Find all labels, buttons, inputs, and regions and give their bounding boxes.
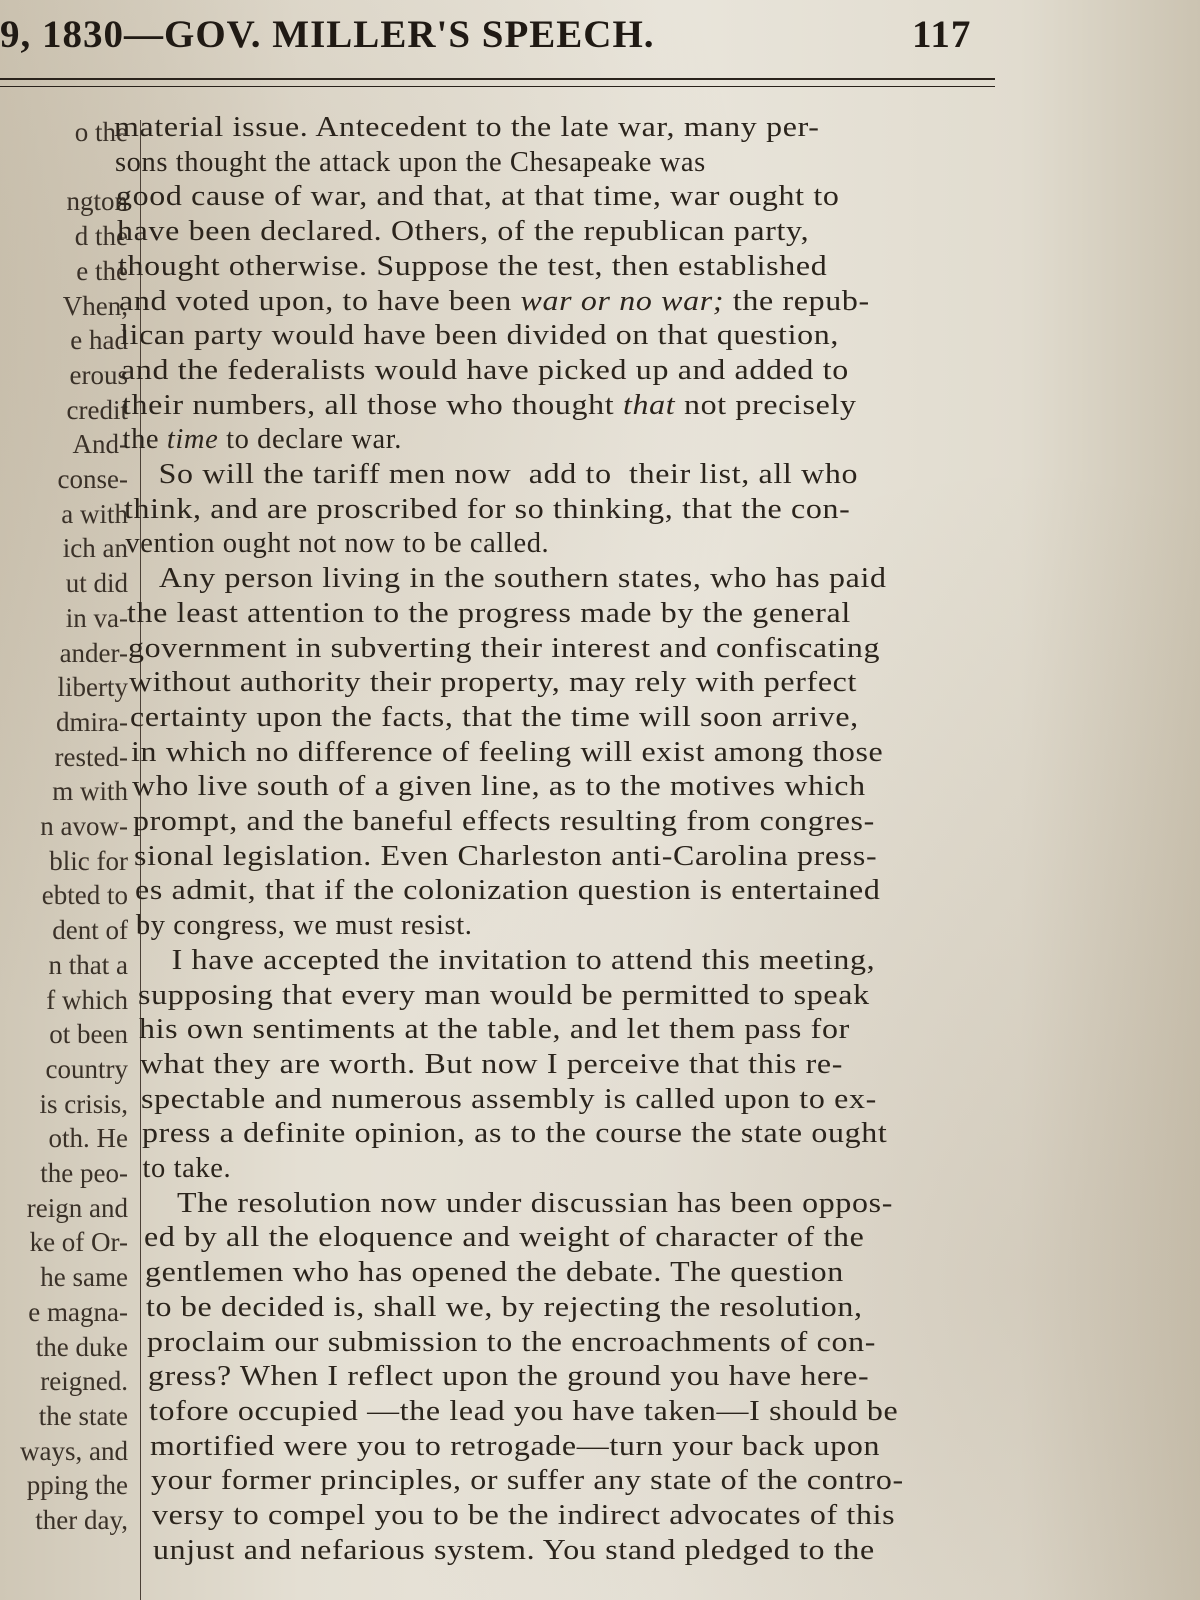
text-line <box>119 286 870 318</box>
text-line: have been declared. Others, of the republican party, <box>116 216 810 248</box>
left-column-line: o the <box>74 117 128 147</box>
text-line: spectable and numerous assembly is called upon to ex- <box>140 1083 877 1115</box>
left-column-line: blic for <box>49 845 128 876</box>
left-column-line: pping the <box>26 1470 128 1501</box>
text-line: in which no difference of feeling will exist among those <box>131 736 884 768</box>
text-line: sional legislation. Even Charleston anti-Carolina press- <box>133 840 878 872</box>
italic-text: time <box>166 424 219 456</box>
header-rule-thick <box>0 78 995 80</box>
text-line: your former principles, or suffer any state of the contro- <box>151 1465 904 1497</box>
left-column-line: country <box>45 1053 128 1084</box>
text-line: vention ought not now to be called. <box>125 528 550 560</box>
text-line: versy to compel you to be the indirect advocates of this <box>152 1500 896 1531</box>
text-run: their numbers, all those who thought <box>121 389 623 421</box>
text-line: I have accepted the invitation to attend this meeting, <box>136 944 876 976</box>
text-line: The resolution now under discussian has been oppos- <box>143 1187 894 1219</box>
left-column-line: n avow- <box>40 811 128 841</box>
left-column-line: ut did <box>65 568 128 599</box>
text-line: by congress, we must resist. <box>135 910 473 942</box>
text-line: think, and are proscribed for so thinking, that the con- <box>124 493 851 525</box>
left-column-line: ways, and <box>20 1435 128 1466</box>
text-line: press a definite opinion, as to the course the state ought <box>141 1118 888 1150</box>
text-line: sons thought the attack upon the Chesapeake was <box>114 146 706 178</box>
text-line: certainty upon the facts, that the time will soon arrive, <box>130 701 859 733</box>
text-line: lican party would have been divided on that question, <box>119 320 839 352</box>
text-line: what they are worth. But now I perceive that this re- <box>139 1048 843 1080</box>
text-line: the least attention to the progress made by the general <box>127 597 852 629</box>
text-run: to declare war. <box>218 424 403 456</box>
left-column-line: ander- <box>59 637 128 668</box>
left-column-line: And- <box>72 429 128 460</box>
text-line: unjust and nefarious system. You stand pledged to the <box>152 1534 875 1566</box>
left-column-line: the duke <box>35 1331 128 1362</box>
left-column-line: the state <box>38 1400 128 1431</box>
text-run: the <box>122 424 167 456</box>
text-line: So will the tariff men now add to their list, all who <box>123 459 858 490</box>
text-line: to be decided is, shall we, by rejecting the resolution, <box>146 1291 863 1323</box>
text-line: and the federalists would have picked up and added to <box>120 354 849 386</box>
left-column-line: rested- <box>54 741 128 772</box>
left-column-line: the peo- <box>40 1158 128 1188</box>
text-run: the repub- <box>723 285 870 317</box>
text-line: es admit, that if the colonization question is entertained <box>134 875 881 907</box>
text-line: supposing that every man would be permitted to speak <box>137 979 870 1011</box>
left-column-line: Vhen, <box>62 290 128 321</box>
left-column-line: f which <box>46 984 128 1015</box>
text-run: not precisely <box>674 389 857 421</box>
text-line: good cause of war, and that, at that time, war ought to <box>115 181 840 213</box>
left-column-line: ther day, <box>35 1505 128 1535</box>
left-column-line: d the <box>74 221 128 252</box>
left-column-line: ke of Or- <box>29 1227 128 1258</box>
left-column-line: liberty <box>57 672 128 703</box>
left-column-line: oth. He <box>48 1123 128 1154</box>
text-line: Any person living in the southern states, who has paid <box>126 563 887 595</box>
left-column-line: e the <box>76 255 128 286</box>
left-column-line: credit <box>66 394 128 425</box>
left-column-line: ebted to <box>41 880 128 911</box>
left-column-line: reigned. <box>40 1366 128 1397</box>
text-line: material issue. Antecedent to the late war, many per- <box>114 112 820 143</box>
text-line: his own sentiments at the table, and let them pass for <box>138 1014 850 1046</box>
text-line: who live south of a given line, as to the motives which <box>132 771 866 803</box>
page-number: 117 <box>912 13 972 56</box>
left-column-line: dent of <box>52 915 128 946</box>
text-line: thought otherwise. Suppose the test, then established <box>117 250 828 282</box>
left-column-line: reign and <box>26 1192 128 1223</box>
left-column-line: n that a <box>48 949 128 980</box>
text-line: government in subverting their interest and confiscating <box>128 632 881 664</box>
header-title: 9, 1830—GOV. MILLER'S SPEECH. <box>0 13 655 56</box>
text-line: prompt, and the baneful effects resulting from congres- <box>133 806 875 837</box>
left-column-line: ngton <box>66 186 128 217</box>
text-line: proclaim our submission to the encroachments of con- <box>147 1326 877 1358</box>
text-line: ed by all the eloquence and weight of character of the <box>144 1222 865 1254</box>
left-column-line: he same <box>40 1262 128 1293</box>
italic-text: war or no war; <box>520 285 724 317</box>
text-line <box>123 424 403 456</box>
text-line: without authority their property, may rely with perfect <box>129 667 858 699</box>
text-line <box>122 390 857 422</box>
header-rule-thin <box>0 86 995 87</box>
left-column-line: m with <box>52 776 128 807</box>
main-column <box>112 112 1002 1600</box>
text-run: and voted upon, to have been <box>118 285 521 317</box>
running-head <box>0 12 1000 64</box>
italic-text: that <box>622 389 675 421</box>
left-column-line: is crisis, <box>39 1088 128 1119</box>
text-line: mortified were you to retrogade—turn your back upon <box>150 1430 881 1462</box>
left-column-line: a with <box>61 498 128 529</box>
left-column-line: ot been <box>49 1019 128 1050</box>
left-column-line: ich an <box>62 533 128 564</box>
text-line: tofore occupied —the lead you have taken—I should be <box>149 1395 899 1427</box>
text-line: gress? When I reflect upon the ground you have here- <box>148 1361 870 1393</box>
text-line: to take. <box>142 1153 232 1184</box>
left-column-line: e magna- <box>28 1296 128 1327</box>
left-column-line: in va- <box>65 602 128 633</box>
left-column-line: conse- <box>57 464 128 494</box>
left-column-line: erous <box>69 359 128 390</box>
text-line: gentlemen who has opened the debate. The question <box>145 1257 845 1289</box>
left-column-line: e had <box>70 325 128 356</box>
left-column-line: dmira- <box>56 706 128 737</box>
